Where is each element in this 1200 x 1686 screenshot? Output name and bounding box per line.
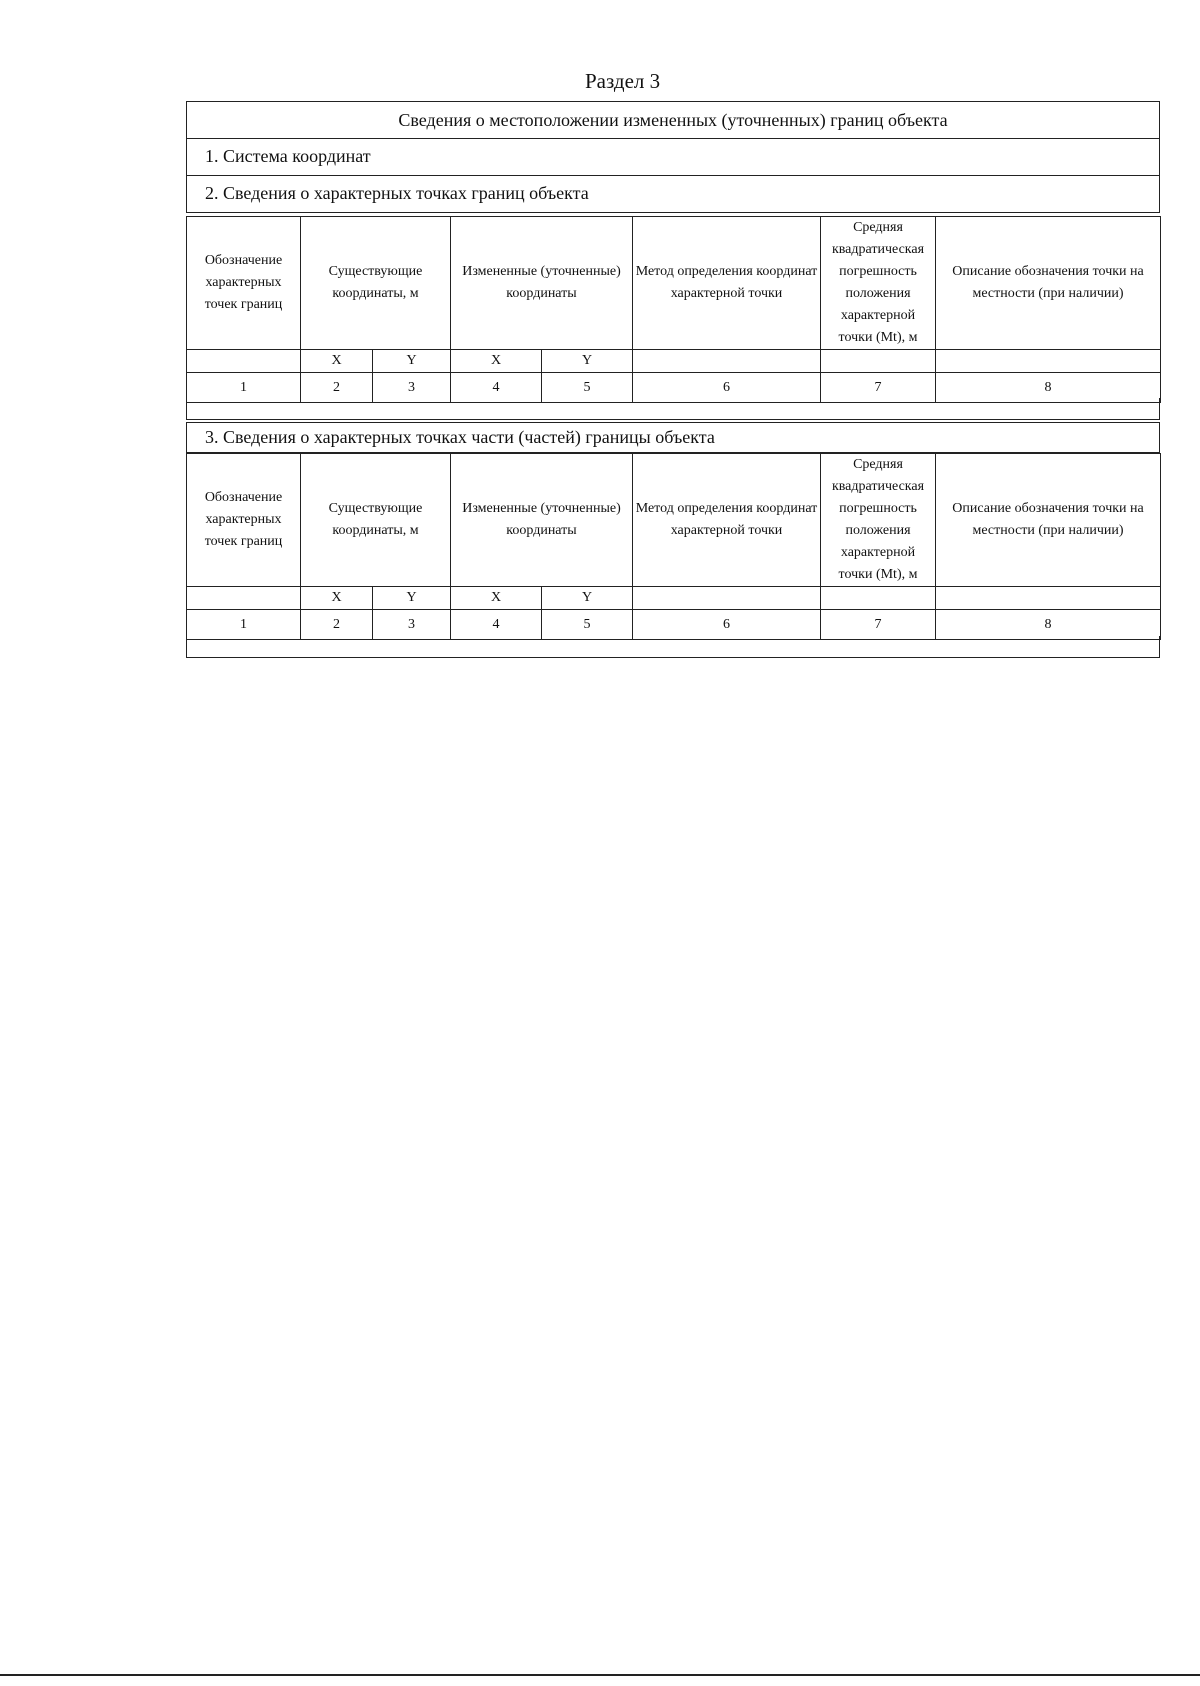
header-point-description: Описание обозначения точки на местности (при наличии) (936, 217, 1161, 350)
header-changed-coordinates: Измененные (уточненные) координаты (451, 217, 633, 350)
table-header-row (187, 454, 1161, 587)
table-cell (633, 350, 821, 373)
column-number: 2 (301, 610, 373, 640)
scan-edge-line (0, 1674, 1200, 1676)
column-number: 3 (373, 610, 451, 640)
table-cell (821, 587, 936, 610)
section-title: Раздел 3 (585, 69, 661, 93)
header-x: X (451, 587, 542, 610)
header-determination-method: Метод определения координат характерной точки (633, 454, 821, 587)
table-cell (187, 587, 301, 610)
table-xy-row (187, 350, 1161, 373)
column-number: 2 (301, 373, 373, 403)
header-existing-coordinates: Существующие координаты, м (301, 217, 451, 350)
boundary-points-table (186, 216, 1161, 403)
boundary-points-heading: 2. Сведения о характерных точках границ объекта (186, 176, 1160, 213)
header-y: Y (373, 587, 451, 610)
table-column-numbers-row (187, 610, 1161, 640)
header-x: X (301, 350, 373, 373)
table-xy-row (187, 587, 1161, 610)
header-y: Y (542, 350, 633, 373)
header-determination-method: Метод определения координат характерной точки (633, 217, 821, 350)
empty-data-row (186, 398, 1160, 420)
header-point-description: Описание обозначения точки на местности (при наличии) (936, 454, 1161, 587)
header-mean-square-error: Средняя квадратическая погрешность положения характерной точки (Mt), м (821, 217, 936, 350)
header-changed-coordinates: Измененные (уточненные) координаты (451, 454, 633, 587)
table-cell (633, 587, 821, 610)
column-number: 7 (821, 610, 936, 640)
column-number: 3 (373, 373, 451, 403)
main-heading: Сведения о местоположении измененных (уточненных) границ объекта (186, 101, 1160, 139)
part-boundary-points-table (186, 453, 1161, 640)
header-x: X (451, 350, 542, 373)
header-x: X (301, 587, 373, 610)
header-y: Y (373, 350, 451, 373)
table-cell (187, 350, 301, 373)
header-point-designation: Обозначение характерных точек границ (187, 217, 301, 350)
column-number: 5 (542, 373, 633, 403)
header-mean-square-error: Средняя квадратическая погрешность положения характерной точки (Mt), м (821, 454, 936, 587)
column-number: 4 (451, 610, 542, 640)
table-cell (821, 350, 936, 373)
column-number: 1 (187, 610, 301, 640)
table-cell (936, 587, 1161, 610)
column-number: 5 (542, 610, 633, 640)
coordinate-system-row: 1. Система координат (186, 139, 1160, 176)
table-cell (936, 350, 1161, 373)
header-y: Y (542, 587, 633, 610)
part-boundary-points-heading: 3. Сведения о характерных точках части (частей) границы объекта (186, 422, 1160, 453)
column-number: 7 (821, 373, 936, 403)
column-number: 1 (187, 373, 301, 403)
header-existing-coordinates: Существующие координаты, м (301, 454, 451, 587)
empty-data-row (186, 636, 1160, 658)
column-number: 6 (633, 610, 821, 640)
column-number: 4 (451, 373, 542, 403)
column-number: 8 (936, 373, 1161, 403)
table-header-row (187, 217, 1161, 350)
column-number: 6 (633, 373, 821, 403)
header-point-designation: Обозначение характерных точек границ (187, 454, 301, 587)
column-number: 8 (936, 610, 1161, 640)
